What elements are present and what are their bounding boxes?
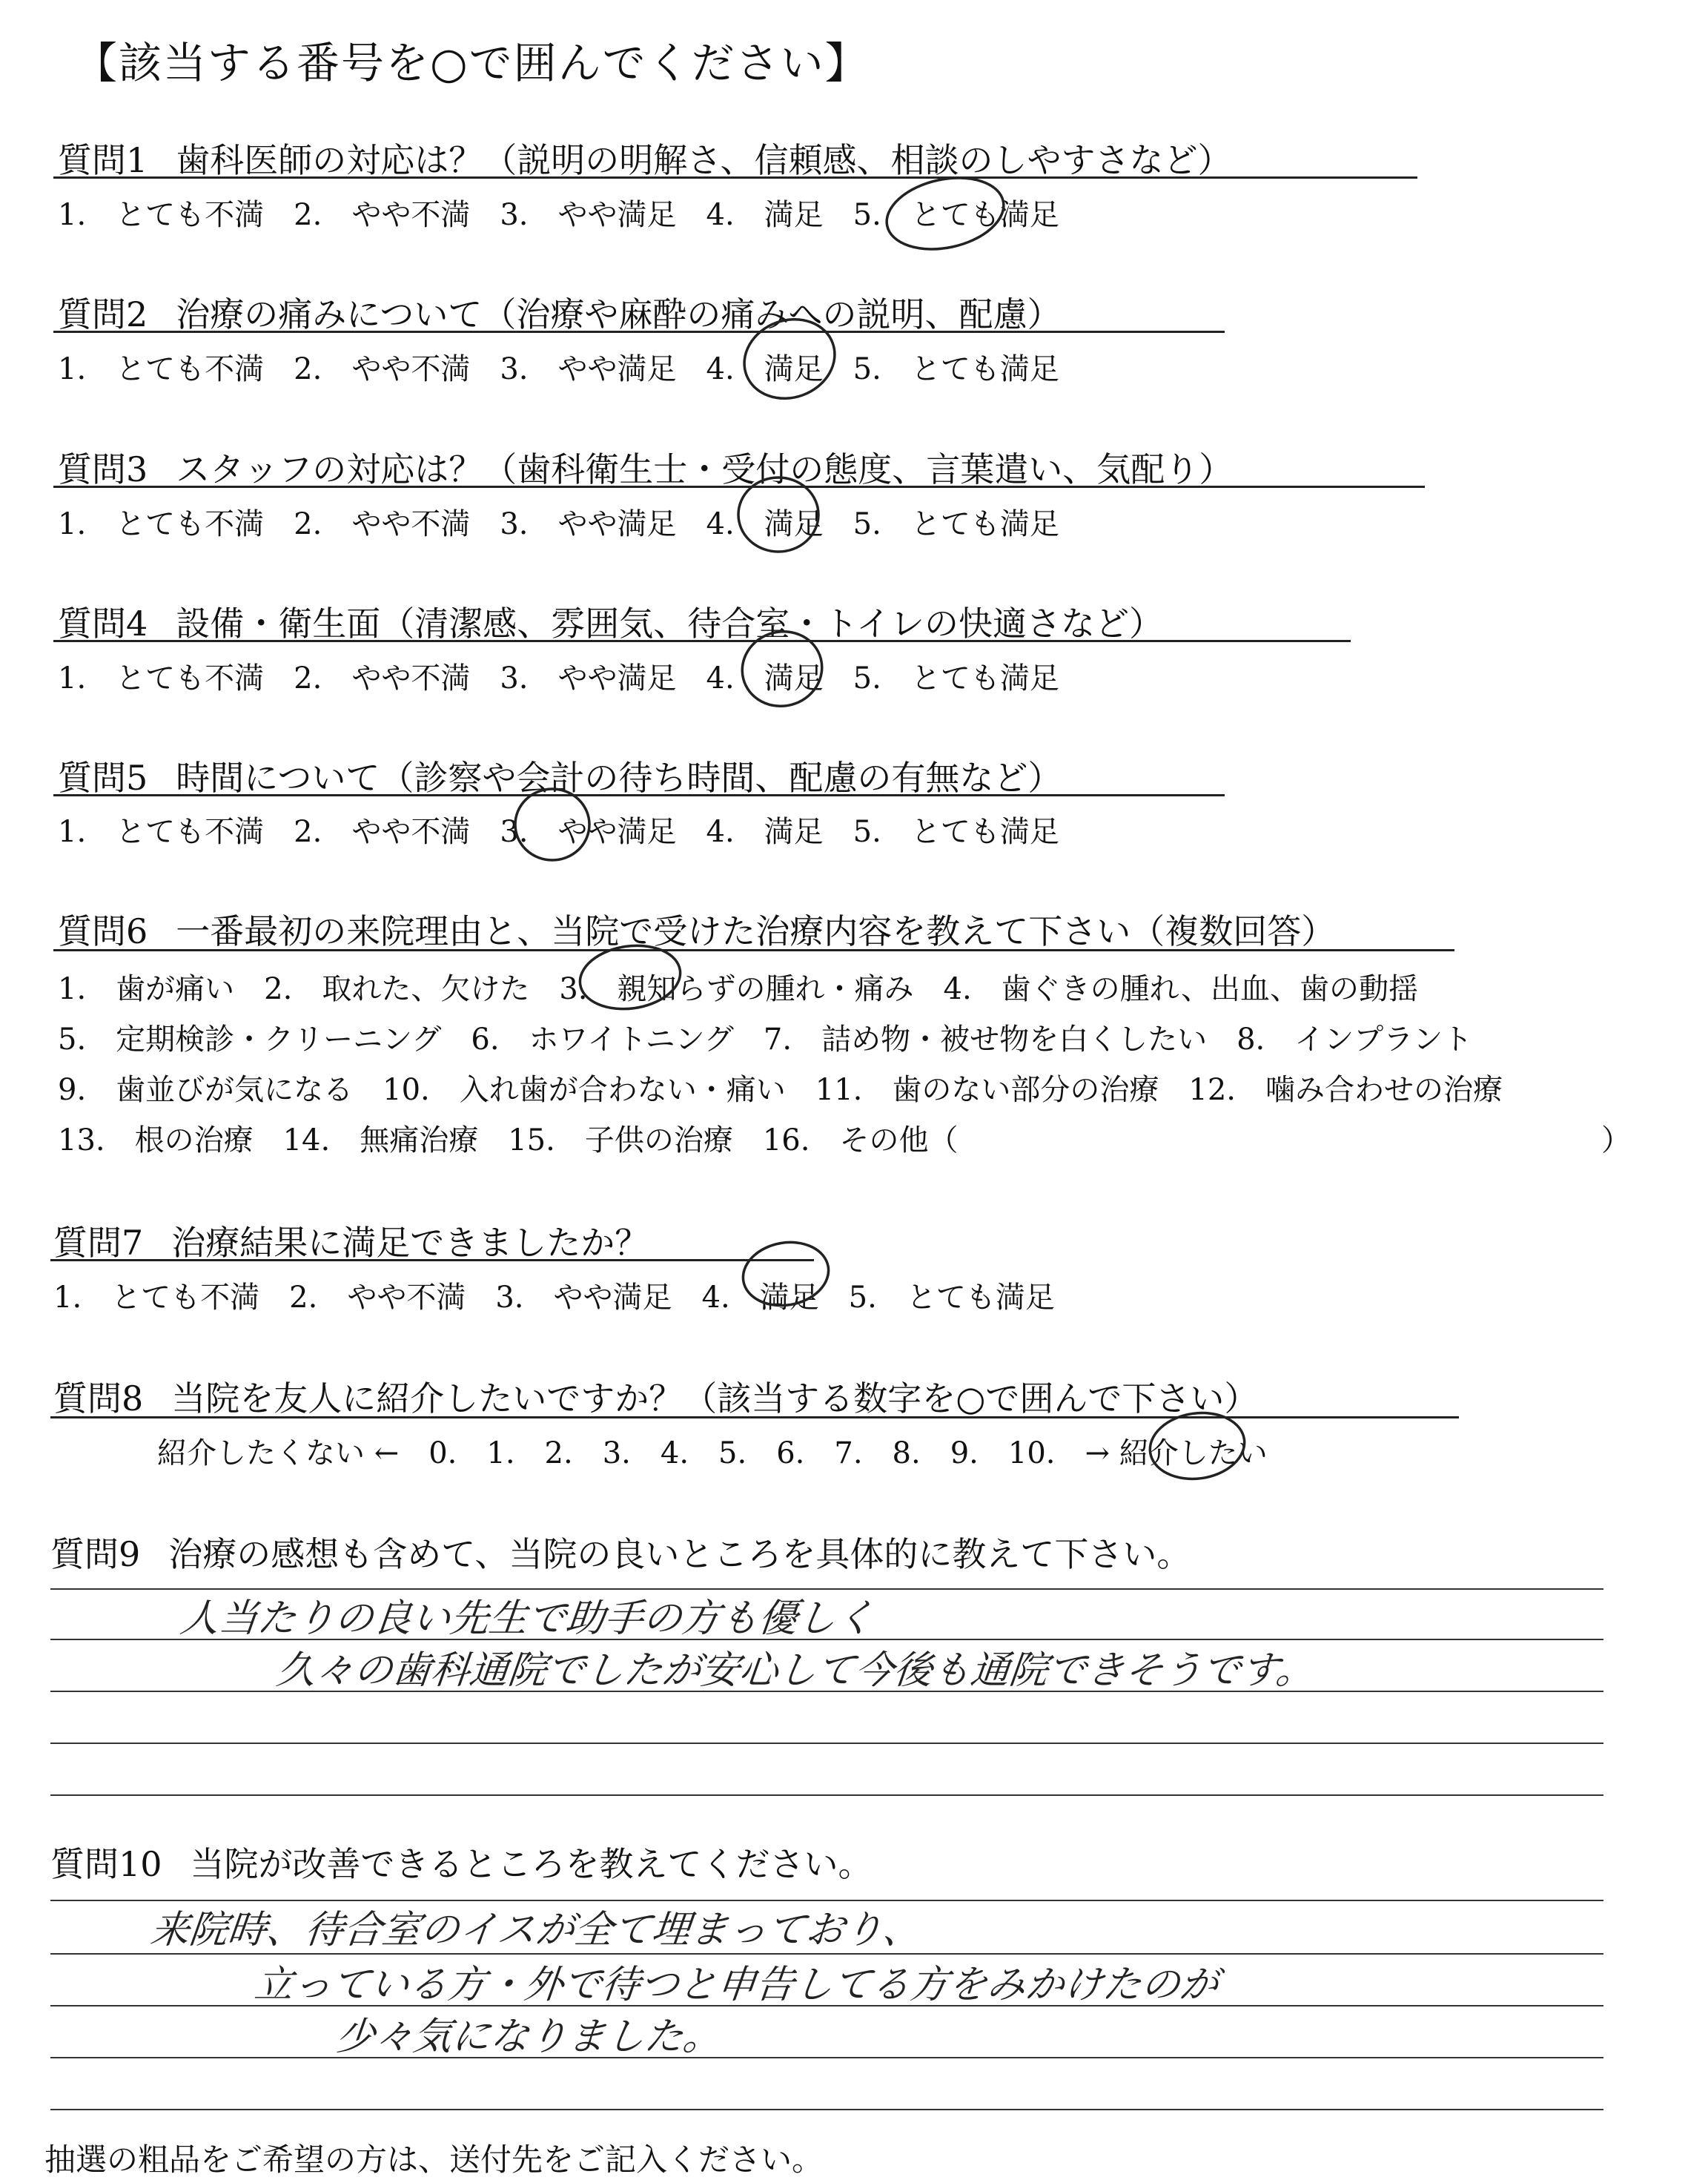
q3-selection-circle	[738, 478, 818, 552]
question-7-options[interactable]: 1. とても不満 2. やや不満 3. やや満足 4. 満足 5. とても満足	[53, 1281, 1055, 1315]
q4-selection-circle	[734, 623, 830, 716]
q9-handwritten-line-1: 人当たりの良い先生で助手の方も優しく	[178, 1596, 877, 1641]
question-6-option-line-4[interactable]: 13. 根の治療 14. 無痛治療 15. 子供の治療 16. その他（	[58, 1123, 959, 1157]
question-6-label: 質問6	[58, 911, 148, 951]
q8-selection-circle	[1145, 1407, 1248, 1485]
question-6-option-line-3[interactable]: 9. 歯並びが気になる 10. 入れ歯が合わない・痛い 11. 歯のない部分の治療 12. 噛み合わせの治療	[58, 1073, 1503, 1107]
question-3-text: スタッフの対応は？（歯科衛生士・受付の態度、言葉遣い、気配り）	[176, 449, 1234, 489]
footer-cut-text: 抽選の粗品をご希望の方は、送付先をご記入ください。	[44, 2141, 824, 2178]
page-title: 【該当する番号を○で囲んでください】	[74, 38, 870, 88]
q10-handwritten-line-3: 少々気になりました。	[334, 2015, 724, 2059]
q2-selection-circle	[733, 307, 846, 411]
question-1-label: 質問1	[58, 140, 148, 180]
question-5-label: 質問5	[58, 758, 148, 798]
question-6-option-line-1[interactable]: 1. 歯が痛い 2. 取れた、欠けた 3. 親知らずの腫れ・痛み 4. 歯ぐきの腫れ、出血、歯の動揺	[58, 972, 1419, 1006]
question-2-text: 治療の痛みについて（治療や麻酔の痛みへの説明、配慮）	[176, 294, 1062, 334]
question-7-text: 治療結果に満足できましたか？	[171, 1223, 649, 1263]
question-4-options[interactable]: 1. とても不満 2. やや不満 3. やや満足 4. 満足 5. とても満足	[58, 661, 1059, 696]
question-8-text: 当院を友人に紹介したいですか？（該当する数字を○で囲んで下さい）	[171, 1378, 1259, 1418]
question-9-text: 治療の感想も含めて、当院の良いところを具体的に教えて下さい。	[168, 1534, 1191, 1574]
question-9-label: 質問9	[50, 1534, 141, 1574]
question-3-options[interactable]: 1. とても不満 2. やや不満 3. やや満足 4. 満足 5. とても満足	[58, 507, 1059, 541]
question-5-text: 時間について（診察や会計の待ち時間、配慮の有無など）	[176, 758, 1062, 798]
q9-handwritten-line-2: 久々の歯科通院でしたが安心して今後も通院できそうです。	[274, 1648, 1317, 1693]
q1-selection-circle	[880, 168, 1010, 259]
q10-handwritten-line-2: 立っている方・外で待つと申告してる方をみかけたのが	[252, 1963, 1221, 2007]
q6-selection-circle	[576, 939, 684, 1015]
question-8-label: 質問8	[53, 1378, 144, 1418]
question-6-text: 一番最初の来院理由と、当院で受けた治療内容を教えて下さい（複数回答）	[176, 911, 1336, 951]
question-1-text: 歯科医師の対応は？（説明の明解さ、信頼感、相談のしやすさなど）	[176, 140, 1232, 180]
question-10-text: 当院が改善できるところを教えてください。	[190, 1844, 873, 1884]
q5-selection-circle	[515, 789, 589, 860]
question-6-option-line-2[interactable]: 5. 定期検診・クリーニング 6. ホワイトニング 7. 詰め物・被せ物を白くしたい 8. インプラント	[58, 1023, 1473, 1057]
question-4-label: 質問4	[58, 604, 148, 644]
question-5-options[interactable]: 1. とても不満 2. やや不満 3. やや満足 4. 満足 5. とても満足	[58, 815, 1059, 849]
question-8-scale[interactable]: 紹介したくない ← 0. 1. 2. 3. 4. 5. 6. 7. 8. 9. 10. → 紹介したい	[157, 1436, 1268, 1470]
other-close-paren: ）	[1601, 1123, 1631, 1157]
question-1-options[interactable]: 1. とても不満 2. やや不満 3. やや満足 4. 満足 5. とても満足	[58, 198, 1059, 232]
question-10-label: 質問10	[50, 1844, 162, 1884]
question-7-label: 質問7	[53, 1223, 144, 1263]
q7-selection-circle	[738, 1236, 834, 1312]
q10-handwritten-line-1: 来院時、待合室のイスが全て埋まっており、	[148, 1908, 924, 1952]
question-4-text: 設備・衛生面（清潔感、雰囲気、待合室・トイレの快適さなど）	[176, 604, 1163, 644]
question-2-label: 質問2	[58, 294, 148, 334]
question-3-label: 質問3	[58, 449, 148, 489]
question-2-options[interactable]: 1. とても不満 2. やや不満 3. やや満足 4. 満足 5. とても満足	[58, 352, 1059, 386]
